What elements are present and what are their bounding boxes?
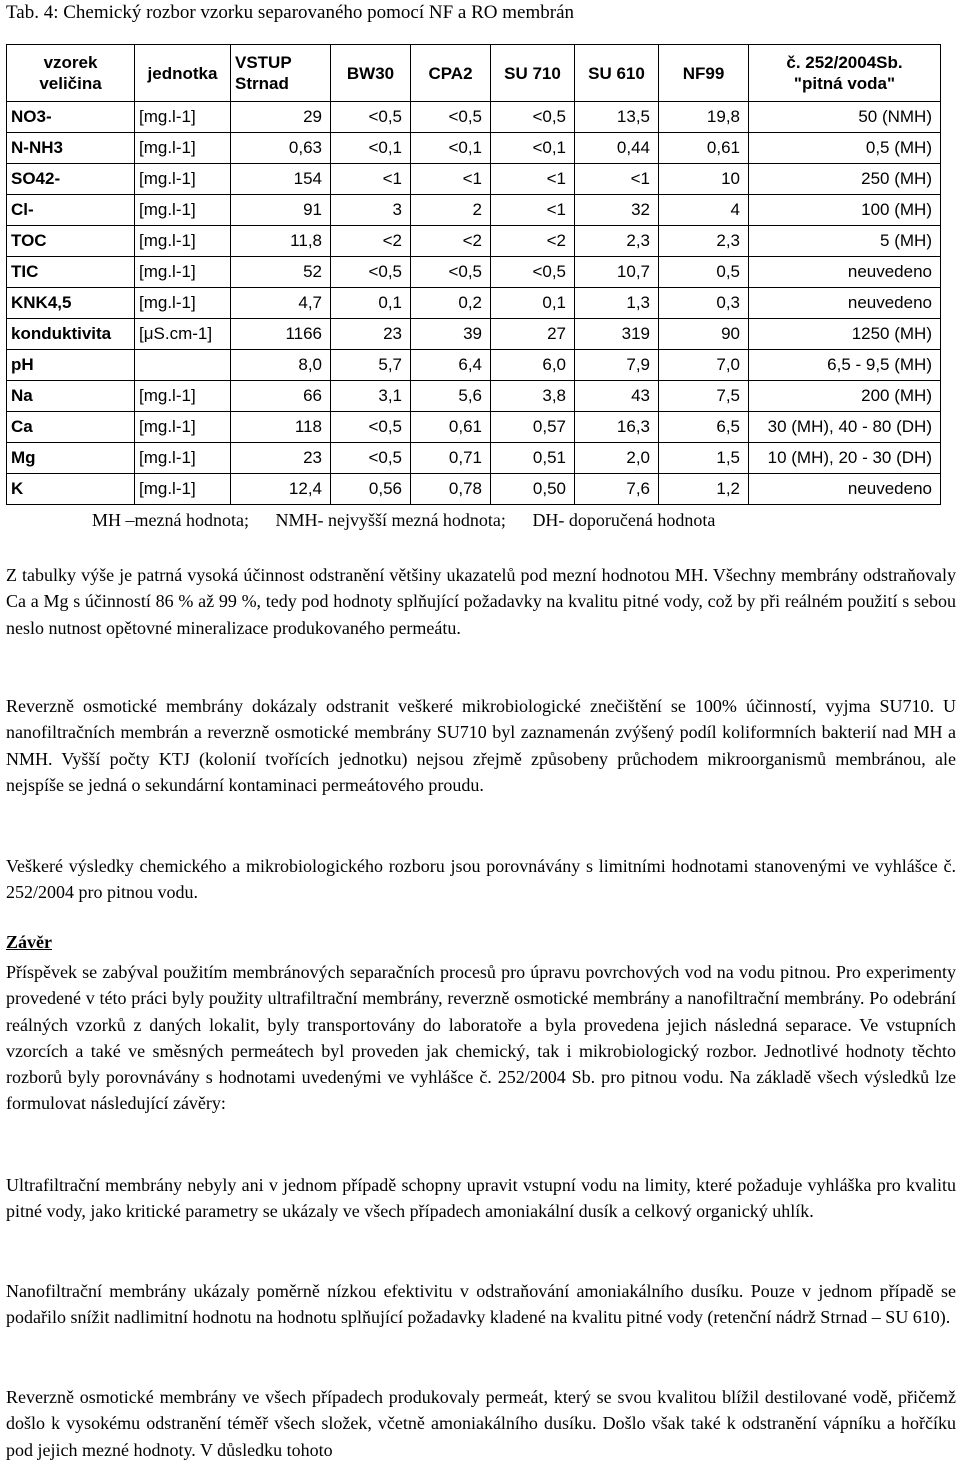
limit-cell: neuvedeno bbox=[749, 474, 941, 505]
value-cell: 1166 bbox=[231, 319, 331, 350]
unit-cell: [mg.l-1] bbox=[135, 257, 231, 288]
quantity-cell: Mg bbox=[7, 443, 135, 474]
table-header-row bbox=[7, 45, 941, 102]
value-cell: 4,7 bbox=[231, 288, 331, 319]
table-row bbox=[7, 226, 941, 257]
value-cell: 0,1 bbox=[331, 288, 411, 319]
value-cell: 3 bbox=[331, 195, 411, 226]
header-quantity: vzorek veličina bbox=[7, 45, 135, 102]
value-cell: 19,8 bbox=[659, 102, 749, 133]
value-cell: <0,5 bbox=[331, 257, 411, 288]
limit-cell: 0,5 (MH) bbox=[749, 133, 941, 164]
value-cell: 13,5 bbox=[575, 102, 659, 133]
value-cell: <0,1 bbox=[411, 133, 491, 164]
quantity-cell: N-NH3 bbox=[7, 133, 135, 164]
value-cell: <2 bbox=[411, 226, 491, 257]
value-cell: 43 bbox=[575, 381, 659, 412]
table-row bbox=[7, 319, 941, 350]
quantity-cell: K bbox=[7, 474, 135, 505]
value-cell: 319 bbox=[575, 319, 659, 350]
value-cell: 7,5 bbox=[659, 381, 749, 412]
unit-cell: [mg.l-1] bbox=[135, 102, 231, 133]
value-cell: <1 bbox=[575, 164, 659, 195]
limit-cell: 6,5 - 9,5 (MH) bbox=[749, 350, 941, 381]
header-cpa2: CPA2 bbox=[411, 45, 491, 102]
table-row bbox=[7, 350, 941, 381]
value-cell: 0,5 bbox=[659, 257, 749, 288]
unit-cell: [mg.l-1] bbox=[135, 288, 231, 319]
unit-cell: [mg.l-1] bbox=[135, 443, 231, 474]
value-cell: <2 bbox=[331, 226, 411, 257]
limit-cell: 10 (MH), 20 - 30 (DH) bbox=[749, 443, 941, 474]
limit-cell: neuvedeno bbox=[749, 288, 941, 319]
value-cell: 32 bbox=[575, 195, 659, 226]
value-cell: <0,1 bbox=[331, 133, 411, 164]
paragraph-microbiology: Reverzně osmotické membrány dokázaly odstranit veškeré mikrobiologické znečištění se 100% účinností, vyjma SU710. U nanofiltračních membrán a reverzně osmotické membrány SU710 byl zaznamenán zvýšený podíl koliformních bakterií nad MH a NMH. Vyšší počty KTJ (kolonií tvořících jednotku) nejsou zřejmě způsobeny průchodem mikroorganismů membránou, ale nejspíše se jedná o sekundární kontaminaci permeátového proudu. bbox=[6, 696, 956, 795]
legend-nmh: NMH- nejvyšší mezná hodnota; bbox=[275, 510, 506, 530]
value-cell: 0,3 bbox=[659, 288, 749, 319]
table-row bbox=[7, 381, 941, 412]
value-cell: 0,63 bbox=[231, 133, 331, 164]
value-cell: 23 bbox=[231, 443, 331, 474]
value-cell: <0,5 bbox=[491, 102, 575, 133]
limit-cell: 1250 (MH) bbox=[749, 319, 941, 350]
paragraph-conclusion: Příspěvek se zabýval použitím membránových separačních procesů pro úpravu povrchových vod na vodu pitnou. Pro experimenty provedené v této práci byly použity ultrafiltrační membrány, reverzně osmotické membrány a nanofiltrační membrány. Po odebrání reálných vzorků z daných lokalit, byly transportovány do laboratoře a byla provedena jejich následná separace. Ve vstupních vzorcích a také ve směsných permeátech byl proveden jak chemický, tak i mikrobiologický rozbor. Jednotlivé hodnoty těchto rozborů byly porovnávány s hodnotami uvedenými ve vyhlášce č. 252/2004 Sb. pro pitnou vodu. Na základě všech výsledků lze formulovat následující závěry: bbox=[6, 962, 956, 1114]
value-cell: <1 bbox=[491, 164, 575, 195]
value-cell: 2,0 bbox=[575, 443, 659, 474]
header-bw30: BW30 bbox=[331, 45, 411, 102]
value-cell: 3,8 bbox=[491, 381, 575, 412]
value-cell: 2,3 bbox=[659, 226, 749, 257]
value-cell: 5,7 bbox=[331, 350, 411, 381]
limit-cell: 50 (NMH) bbox=[749, 102, 941, 133]
value-cell: 23 bbox=[331, 319, 411, 350]
quantity-cell: NO3- bbox=[7, 102, 135, 133]
value-cell: 10,7 bbox=[575, 257, 659, 288]
paragraph-nanofiltration: Nanofiltrační membrány ukázaly poměrně nízkou efektivitu v odstraňování amoniakálního dusíku. Pouze v jednom případě se podařilo snížit nadlimitní hodnotu na hodnotu splňující požadavky kladené na kvalitu pitné vody (retenční nádrž Strnad – SU 610). bbox=[6, 1281, 956, 1328]
value-cell: 12,4 bbox=[231, 474, 331, 505]
value-cell: 2,3 bbox=[575, 226, 659, 257]
value-cell: 0,44 bbox=[575, 133, 659, 164]
header-vstup: VSTUP Strnad bbox=[231, 45, 331, 102]
value-cell: <0,5 bbox=[331, 443, 411, 474]
unit-cell: [mg.l-1] bbox=[135, 226, 231, 257]
header-nf99: NF99 bbox=[659, 45, 749, 102]
limit-cell: 30 (MH), 40 - 80 (DH) bbox=[749, 412, 941, 443]
value-cell: 1,3 bbox=[575, 288, 659, 319]
header-limit: č. 252/2004Sb. "pitná voda" bbox=[749, 45, 941, 102]
value-cell: 6,5 bbox=[659, 412, 749, 443]
quantity-cell: SO42- bbox=[7, 164, 135, 195]
value-cell: 0,78 bbox=[411, 474, 491, 505]
unit-cell: [mg.l-1] bbox=[135, 381, 231, 412]
limit-cell: 5 (MH) bbox=[749, 226, 941, 257]
value-cell: <0,1 bbox=[491, 133, 575, 164]
unit-cell: [mg.l-1] bbox=[135, 133, 231, 164]
table-row bbox=[7, 474, 941, 505]
value-cell: 7,6 bbox=[575, 474, 659, 505]
paragraph-reverse-osmosis: Reverzně osmotické membrány ve všech případech produkovaly permeát, který se svou kvalitou blížil destilované vodě, přičemž došlo k vysokému odstranění téměř všech složek, včetně amoniakálního dusíku. Došlo však také k odstranění vápníku a hořčíku pod jejich mezné hodnoty. V důsledku tohoto bbox=[6, 1387, 956, 1460]
table-row bbox=[7, 133, 941, 164]
value-cell: 66 bbox=[231, 381, 331, 412]
unit-cell bbox=[135, 350, 231, 381]
value-cell: 5,6 bbox=[411, 381, 491, 412]
value-cell: 0,50 bbox=[491, 474, 575, 505]
value-cell: 2 bbox=[411, 195, 491, 226]
legend-mh: MH –mezná hodnota; bbox=[92, 510, 249, 530]
limit-cell: neuvedeno bbox=[749, 257, 941, 288]
table-row bbox=[7, 164, 941, 195]
value-cell: 0,61 bbox=[659, 133, 749, 164]
value-cell: 154 bbox=[231, 164, 331, 195]
header-unit: jednotka bbox=[135, 45, 231, 102]
value-cell: 11,8 bbox=[231, 226, 331, 257]
unit-cell: [mg.l-1] bbox=[135, 164, 231, 195]
value-cell: 4 bbox=[659, 195, 749, 226]
table-row bbox=[7, 102, 941, 133]
value-cell: 10 bbox=[659, 164, 749, 195]
table-row bbox=[7, 288, 941, 319]
quantity-cell: Ca bbox=[7, 412, 135, 443]
unit-cell: [mg.l-1] bbox=[135, 195, 231, 226]
quantity-cell: Cl- bbox=[7, 195, 135, 226]
value-cell: <2 bbox=[491, 226, 575, 257]
value-cell: <1 bbox=[331, 164, 411, 195]
value-cell: <1 bbox=[491, 195, 575, 226]
value-cell: 27 bbox=[491, 319, 575, 350]
value-cell: <0,5 bbox=[411, 102, 491, 133]
paragraph-ultrafiltration: Ultrafiltrační membrány nebyly ani v jednom případě schopny upravit vstupní vodu na limity, které požaduje vyhláška pro kvalitu pitné vody, jako kritické parametry se ukázaly ve všech případech amoniakální dusík a celkový organický uhlík. bbox=[6, 1175, 956, 1222]
value-cell: 0,57 bbox=[491, 412, 575, 443]
unit-cell: [mg.l-1] bbox=[135, 474, 231, 505]
header-su610: SU 610 bbox=[575, 45, 659, 102]
value-cell: 6,0 bbox=[491, 350, 575, 381]
value-cell: 29 bbox=[231, 102, 331, 133]
value-cell: 3,1 bbox=[331, 381, 411, 412]
value-cell: 118 bbox=[231, 412, 331, 443]
value-cell: 52 bbox=[231, 257, 331, 288]
table-row bbox=[7, 257, 941, 288]
value-cell: 0,51 bbox=[491, 443, 575, 474]
value-cell: 16,3 bbox=[575, 412, 659, 443]
unit-cell: [μS.cm-1] bbox=[135, 319, 231, 350]
value-cell: 7,0 bbox=[659, 350, 749, 381]
paragraph-limits: Veškeré výsledky chemického a mikrobiologického rozboru jsou porovnávány s limitními hodnotami stanovenými ve vyhlášce č. 252/2004 pro pitnou vodu. bbox=[6, 856, 956, 903]
quantity-cell: konduktivita bbox=[7, 319, 135, 350]
limit-cell: 250 (MH) bbox=[749, 164, 941, 195]
paragraph-results: Z tabulky výše je patrná vysoká účinnost odstranění většiny ukazatelů pod mezní hodnotou MH. Všechny membrány odstraňovaly Ca a Mg s účinností 86 % až 99 %, tedy pod hodnoty splňující požadavky na kvalitu pitné vody, což by při reálném použití s sebou neslo nutnost opětovné mineralizace produkovaného permeátu. bbox=[6, 565, 956, 638]
header-su710: SU 710 bbox=[491, 45, 575, 102]
value-cell: 8,0 bbox=[231, 350, 331, 381]
value-cell: <0,5 bbox=[491, 257, 575, 288]
legend-dh: DH- doporučená hodnota bbox=[532, 510, 716, 530]
conclusion-heading: Závěr bbox=[6, 932, 52, 952]
value-cell: <0,5 bbox=[331, 412, 411, 443]
value-cell: 1,5 bbox=[659, 443, 749, 474]
quantity-cell: pH bbox=[7, 350, 135, 381]
chemical-analysis-table bbox=[6, 44, 941, 505]
value-cell: <0,5 bbox=[331, 102, 411, 133]
table-caption: Tab. 4: Chemický rozbor vzorku separovaného pomocí NF a RO membrán bbox=[6, 2, 574, 23]
unit-cell: [mg.l-1] bbox=[135, 412, 231, 443]
quantity-cell: Na bbox=[7, 381, 135, 412]
quantity-cell: KNK4,5 bbox=[7, 288, 135, 319]
table-row bbox=[7, 443, 941, 474]
quantity-cell: TIC bbox=[7, 257, 135, 288]
limit-cell: 100 (MH) bbox=[749, 195, 941, 226]
value-cell: 0,61 bbox=[411, 412, 491, 443]
value-cell: 0,2 bbox=[411, 288, 491, 319]
quantity-cell: TOC bbox=[7, 226, 135, 257]
value-cell: 90 bbox=[659, 319, 749, 350]
value-cell: 39 bbox=[411, 319, 491, 350]
table-row bbox=[7, 412, 941, 443]
limit-cell: 200 (MH) bbox=[749, 381, 941, 412]
value-cell: 0,56 bbox=[331, 474, 411, 505]
value-cell: 1,2 bbox=[659, 474, 749, 505]
value-cell: 6,4 bbox=[411, 350, 491, 381]
table-row bbox=[7, 195, 941, 226]
value-cell: <1 bbox=[411, 164, 491, 195]
value-cell: <0,5 bbox=[411, 257, 491, 288]
value-cell: 0,1 bbox=[491, 288, 575, 319]
value-cell: 0,71 bbox=[411, 443, 491, 474]
value-cell: 7,9 bbox=[575, 350, 659, 381]
table-legend bbox=[92, 510, 737, 531]
value-cell: 91 bbox=[231, 195, 331, 226]
